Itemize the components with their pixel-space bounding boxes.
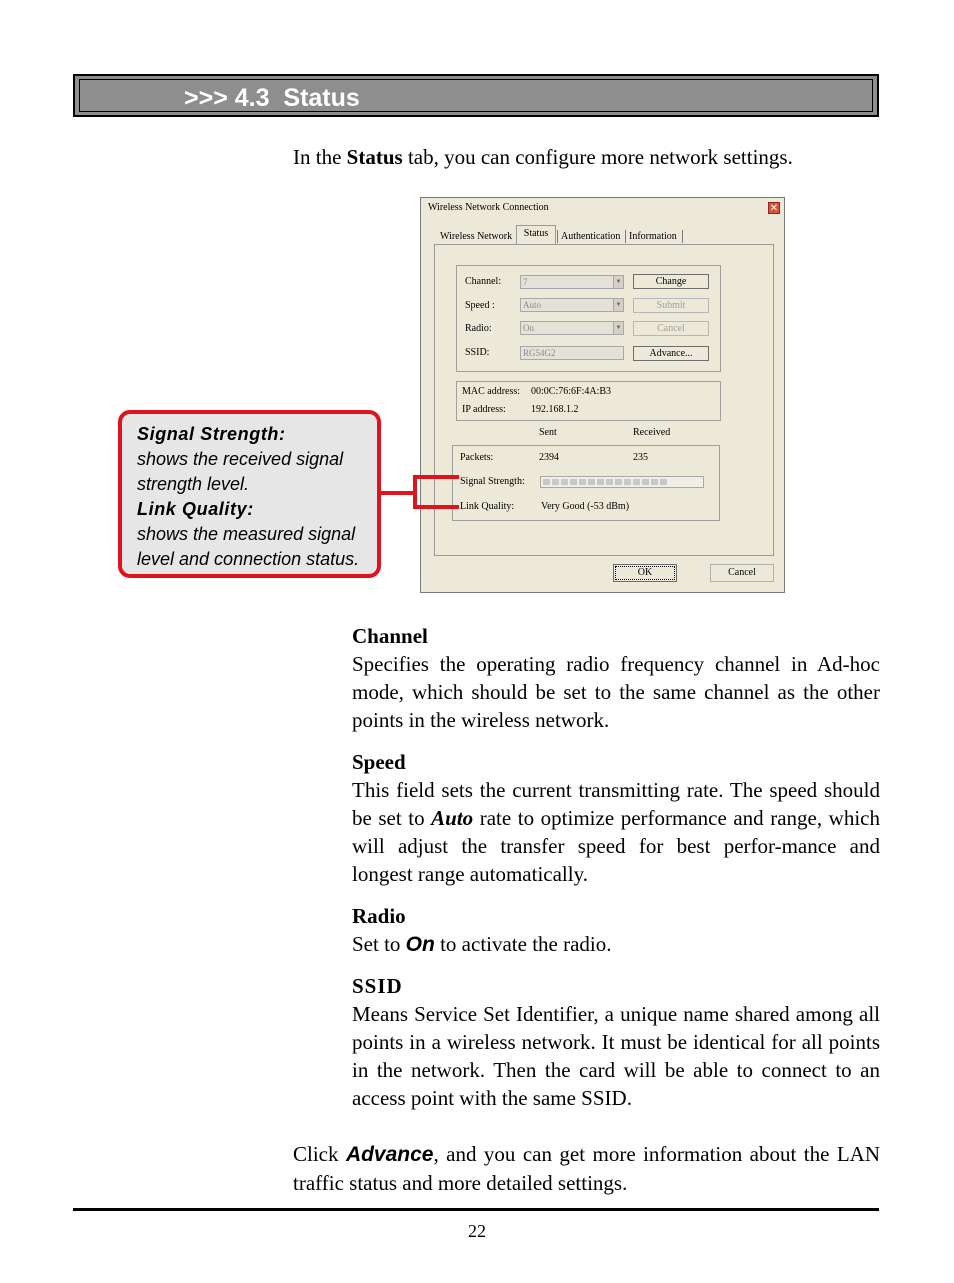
ip-address-label: IP address:: [462, 404, 506, 415]
callout-link-title: Link Quality:: [137, 499, 254, 519]
radio-select[interactable]: [520, 321, 624, 335]
speed-section: [352, 748, 880, 888]
mac-address-value: 00:0C:76:6F:4A:B3: [531, 386, 612, 397]
radio-label: Radio:: [465, 323, 492, 334]
ssid-heading: SSID: [352, 974, 403, 998]
radio-heading: Radio: [352, 904, 406, 928]
dialog-title: Wireless Network Connection: [428, 202, 549, 213]
closing-pre: Click: [293, 1142, 346, 1166]
closing-emphasis: Advance: [345, 1143, 434, 1166]
wireless-network-connection-dialog: [420, 197, 785, 593]
advance-button[interactable]: Advance...: [633, 346, 709, 361]
radio-description: [352, 930, 880, 959]
radio-desc-post: to activate the radio.: [434, 932, 612, 956]
close-icon[interactable]: ✕: [769, 203, 779, 214]
speed-description: [352, 776, 880, 888]
speed-desc-pre: This field sets the current transmitting rate. The speed should be set to: [352, 778, 880, 830]
section-title: >>> 4.3 Status: [184, 84, 360, 112]
tab-divider: [557, 230, 558, 243]
tab-authentication[interactable]: Authentication: [561, 231, 621, 242]
chevron-down-icon: ▼: [613, 322, 623, 334]
callout-link-line2: level and connection status.: [137, 549, 360, 569]
footer-rule: [73, 1208, 879, 1211]
signal-strength-label: Signal Strength:: [460, 476, 525, 487]
section-header-inner: [79, 79, 873, 112]
signal-callout-box: [118, 410, 381, 578]
page-number: 22: [468, 1221, 486, 1241]
closing-paragraph: [293, 1140, 880, 1197]
cancel-settings-button[interactable]: Cancel: [633, 321, 709, 336]
sent-header: Sent: [539, 427, 557, 438]
tab-information[interactable]: Information: [629, 231, 677, 242]
ssid-section: [352, 972, 880, 1112]
callout-signal-line1: shows the received signal: [137, 449, 344, 469]
intro-paragraph: [293, 143, 793, 171]
mac-address-label: MAC address:: [462, 386, 521, 397]
ssid-label: SSID:: [465, 347, 490, 358]
signal-strength-fill: [543, 479, 669, 485]
radio-desc-pre: Set to: [352, 932, 406, 956]
intro-bold: Status: [346, 145, 403, 169]
callout-text: [137, 422, 359, 572]
ssid-description: Means Service Set Identifier, a unique name shared among all points in a wireless network. It must be identical for all points in the network. Then the card will be able to connect to an access point with the same SSID.: [352, 1002, 880, 1110]
callout-connector-line: [381, 491, 414, 495]
intro-pre: In the: [293, 145, 347, 169]
tab-divider: [682, 230, 683, 243]
link-quality-value: Very Good (-53 dBm): [541, 501, 630, 512]
speed-label: Speed :: [465, 300, 495, 311]
radio-section: [352, 902, 880, 959]
speed-value: Auto: [523, 300, 541, 310]
callout-bracket-top: [413, 475, 459, 479]
channel-description: Specifies the operating radio frequency channel in Ad-hoc mode, which should be set to the same channel as the other points in the wireless network.: [352, 652, 880, 732]
speed-select[interactable]: [520, 298, 624, 312]
ssid-field[interactable]: RG54G2: [520, 346, 624, 360]
ip-address-value: 192.168.1.2: [531, 404, 579, 415]
ok-button[interactable]: OK: [613, 564, 677, 582]
radio-value: On: [523, 323, 534, 333]
intro-post: tab, you can configure more network settings.: [402, 145, 793, 169]
tab-divider: [625, 230, 626, 243]
packets-sent: 2394: [539, 452, 559, 463]
cancel-button[interactable]: Cancel: [710, 564, 774, 582]
callout-bracket-bottom: [413, 505, 459, 509]
packets-label: Packets:: [460, 452, 494, 463]
section-header-bar: [73, 74, 879, 117]
submit-button[interactable]: Submit: [633, 298, 709, 313]
channel-value: 7: [523, 277, 528, 287]
tab-wireless-network[interactable]: Wireless Network: [440, 231, 513, 242]
signal-strength-bar: [540, 476, 704, 488]
change-button[interactable]: Change: [633, 274, 709, 289]
chevron-down-icon: ▼: [613, 276, 623, 288]
received-header: Received: [633, 427, 671, 438]
speed-desc-post: rate to optimize performance and range, which will adjust the transfer speed for best perfor-mance and longest range automatically.: [352, 806, 880, 886]
callout-signal-title: Signal Strength:: [137, 424, 286, 444]
radio-desc-emphasis: On: [405, 933, 435, 956]
speed-heading: Speed: [352, 750, 406, 774]
closing-post: , and you can get more information about the LAN traffic status and more detailed settings.: [293, 1142, 880, 1195]
packets-received: 235: [633, 452, 648, 463]
channel-heading: Channel: [352, 624, 428, 648]
speed-desc-emphasis: Auto: [431, 806, 474, 830]
link-quality-label: Link Quality:: [460, 501, 515, 512]
callout-signal-line2: strength level.: [137, 474, 250, 494]
channel-section: [352, 622, 880, 734]
channel-label: Channel:: [465, 276, 502, 287]
channel-select[interactable]: [520, 275, 624, 289]
chevron-down-icon: ▼: [613, 299, 623, 311]
callout-link-line1: shows the measured signal: [137, 524, 356, 544]
tab-status[interactable]: Status: [516, 225, 556, 245]
callout-bracket-vertical: [413, 475, 417, 509]
